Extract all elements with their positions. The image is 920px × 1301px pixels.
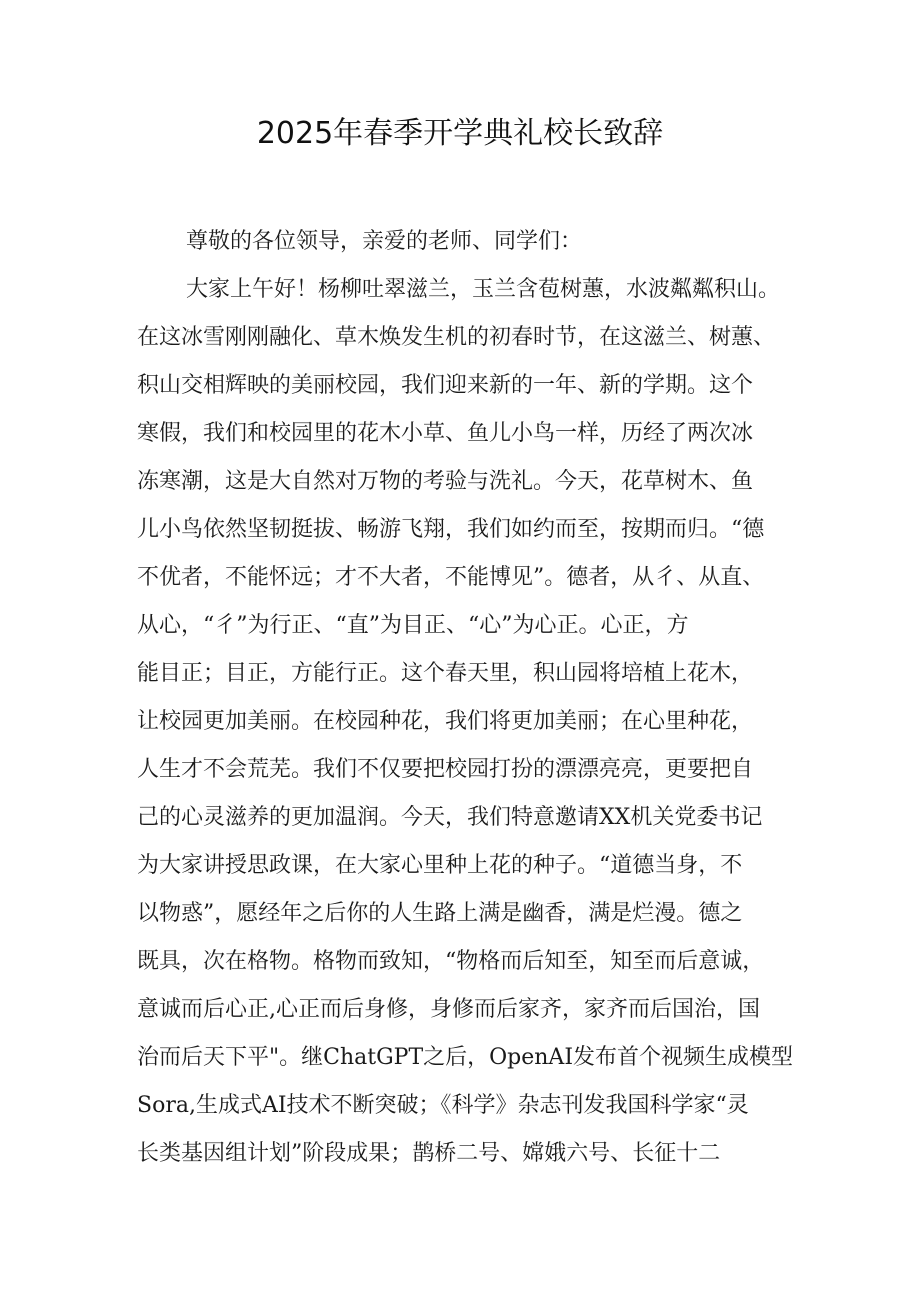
body-line: 让校园更加美丽。在校园种花，我们将更加美丽；在心里种花， bbox=[137, 709, 754, 734]
body-line: 从心，“彳”为行正、“直”为目正、“心”为心正。心正，方 bbox=[137, 613, 689, 638]
body-line: Sora,生成式AI技术不断突破；《科学》杂志刊发我国科学家“灵 bbox=[137, 1093, 749, 1118]
salutation-line: 尊敬的各位领导，亲爱的老师、同学们： bbox=[186, 229, 583, 254]
body-line: 冻寒潮，这是大自然对万物的考验与洗礼。今天，花草树木、鱼 bbox=[137, 469, 754, 494]
document-title: 2025年春季开学典礼校长致辞 bbox=[256, 116, 664, 151]
body-line: 不优者，不能怀远；才不大者，不能博见”。德者，从彳、从直、 bbox=[137, 565, 765, 590]
body-line: 治而后天下平"。继ChatGPT之后，OpenAI发布首个视频生成模型 bbox=[137, 1045, 794, 1070]
body-line: 既具，次在格物。格物而致知，“物格而后知至，知至而后意诚， bbox=[137, 949, 765, 974]
body-line: 大家上午好！杨柳吐翠滋兰，玉兰含苞树蕙，水波粼粼积山。 bbox=[186, 277, 781, 302]
body-line: 以物惑”，愿经年之后你的人生路上满是幽香，满是烂漫。德之 bbox=[137, 901, 743, 926]
body-line: 人生才不会荒芜。我们不仅要把校园打扮的漂漂亮亮，更要把自 bbox=[137, 757, 754, 782]
body-line: 意诚而后心正,心正而后身修，身修而后家齐，家齐而后国治，国 bbox=[137, 997, 760, 1022]
body-line: 为大家讲授思政课，在大家心里种上花的种子。“道德当身，不 bbox=[137, 853, 743, 878]
body-line: 己的心灵滋养的更加温润。今天，我们特意邀请XX机关党委书记 bbox=[137, 805, 763, 830]
body-line: 寒假，我们和校园里的花木小草、鱼儿小鸟一样，历经了两次冰 bbox=[137, 421, 754, 446]
body-line: 积山交相辉映的美丽校园，我们迎来新的一年、新的学期。这个 bbox=[137, 373, 754, 398]
body-line: 在这冰雪刚刚融化、草木焕发生机的初春时节，在这滋兰、树蕙、 bbox=[137, 325, 776, 350]
body-line: 能目正；目正，方能行正。这个春天里，积山园将培植上花木， bbox=[137, 661, 754, 686]
body-line: 长类基因组计划”阶段成果；鹊桥二号、嫦娥六号、长征十二 bbox=[137, 1141, 721, 1166]
body-line: 儿小鸟依然坚韧挺拔、畅游飞翔，我们如约而至，按期而归。“德 bbox=[137, 517, 765, 542]
